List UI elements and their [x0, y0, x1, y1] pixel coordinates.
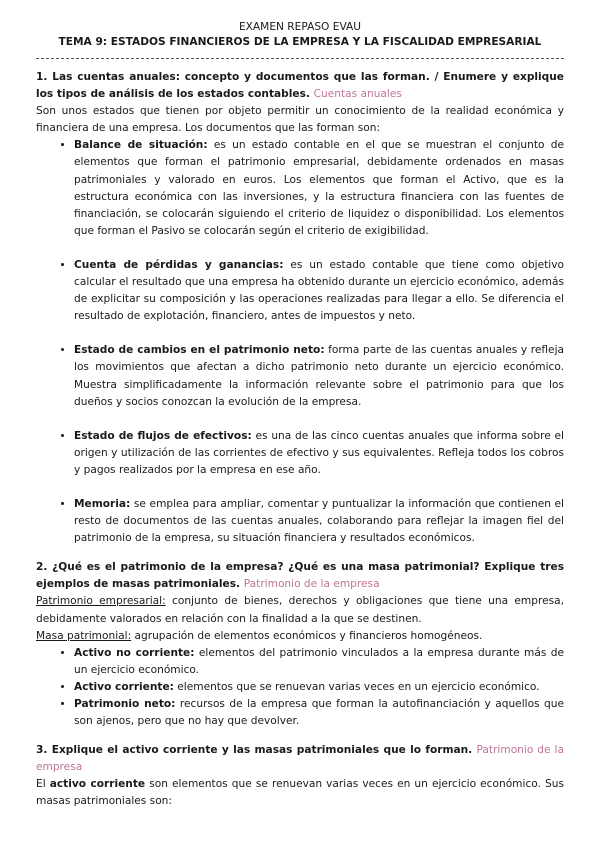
header-divider — [36, 58, 564, 59]
section-3 — [36, 742, 564, 810]
topic-tag: Patrimonio de la empresa — [36, 744, 564, 774]
list-item: • Cuenta de pérdidas y ganancias: es un estado contable que tiene como objetivo calcular el resultado que una empresa ha obtenido durante un ejercicio económico, además de explicitar su composición y las operaciones realizadas para llegar a ello. Se diferencia el resultado de explotación, financiero, antes de impuestos y neto. — [74, 257, 564, 325]
question-2: 2. ¿Qué es el patrimonio de la empresa? ¿Qué es una masa patrimonial? Explique tres ejemplos de masas patrimoniales. Patrimonio de la empresa — [36, 561, 564, 591]
question-3: 3. Explique el activo corriente y las masas patrimoniales que lo forman. Patrimonio de la empresa — [36, 744, 564, 774]
topic-tag: Patrimonio de la empresa — [243, 578, 380, 591]
definition-masa: Masa patrimonial: agrupación de elementos económicos y financieros homogéneos. — [36, 629, 483, 642]
list-item: • Activo no corriente: elementos del patrimonio vinculados a la empresa durante más de un ejercicio económico. — [74, 645, 564, 679]
list-item: • Estado de cambios en el patrimonio neto: forma parte de las cuentas anuales y refleja los movimientos que afectan a dicho patrimonio neto durante un ejercicio económico. Muestra simplificadamente la información relevante sobre el patrimonio para que los dueños y socios conozcan la evolución de la empresa. — [74, 342, 564, 410]
section-1 — [36, 69, 564, 547]
section-1-intro: Son unos estados que tienen por objeto permitir un conocimiento de la realidad económica y financiera de una empresa. Los documentos que las forman son: — [36, 105, 564, 135]
list-item: • Memoria: se emplea para ampliar, comentar y puntualizar la información que contienen el resto de documentos de las cuentas anuales, colaborando para reflejar la imagen fiel del patrimonio de la empresa, su situación financiera y resultados económicos. — [74, 496, 564, 547]
list-item: • Balance de situación: es un estado contable en el que se muestran el conjunto de elementos que forman el patrimonio empresarial, debidamente ordenados en masas patrimoniales y valorado en euros. Los elementos que forman el Activo, que es la estructura económica con las inversiones, y la estructura financiera con las fuentes de financiación, se colocarán siguiendo el criterio de liquidez o disponibilidad. Los elementos que forman el Pasivo se colocarán según el criterio de exigibilidad. — [74, 137, 564, 240]
exam-title: EXAMEN REPASO EVAU — [238, 21, 362, 33]
topic-tag: Cuentas anuales — [313, 88, 402, 101]
section-2 — [36, 559, 564, 730]
question-1: 1. Las cuentas anuales: concepto y documentos que las forman. / Enumere y explique los tipos de análisis de los estados contables. Cuentas anuales — [36, 71, 564, 101]
masas-list — [36, 645, 564, 730]
document-header — [36, 20, 564, 50]
topic-title: TEMA 9: ESTADOS FINANCIEROS DE LA EMPRESA Y LA FISCALIDAD EMPRESARIAL — [58, 36, 542, 48]
list-item: • Activo corriente: elementos que se renuevan varias veces en un ejercicio económico. — [74, 679, 564, 696]
annual-accounts-list — [36, 137, 564, 547]
list-item: • Estado de flujos de efectivos: es una de las cinco cuentas anuales que informa sobre el origen y utilización de las corrientes de efectivo y sus equivalentes. Refleja todos los cobros y pagos realizados por la empresa en ese año. — [74, 428, 564, 479]
section-3-text: El activo corriente son elementos que se renuevan varias veces en un ejercicio económico. Sus masas patrimoniales son: — [36, 778, 564, 808]
definition-patrimonio: Patrimonio empresarial: conjunto de bienes, derechos y obligaciones que tiene una empresa, debidamente valorados en relación con la finalidad a la que se destinen. — [36, 595, 564, 625]
list-item: • Patrimonio neto: recursos de la empresa que forman la autofinanciación y aquellos que son ajenos, pero que no hay que devolver. — [74, 696, 564, 730]
